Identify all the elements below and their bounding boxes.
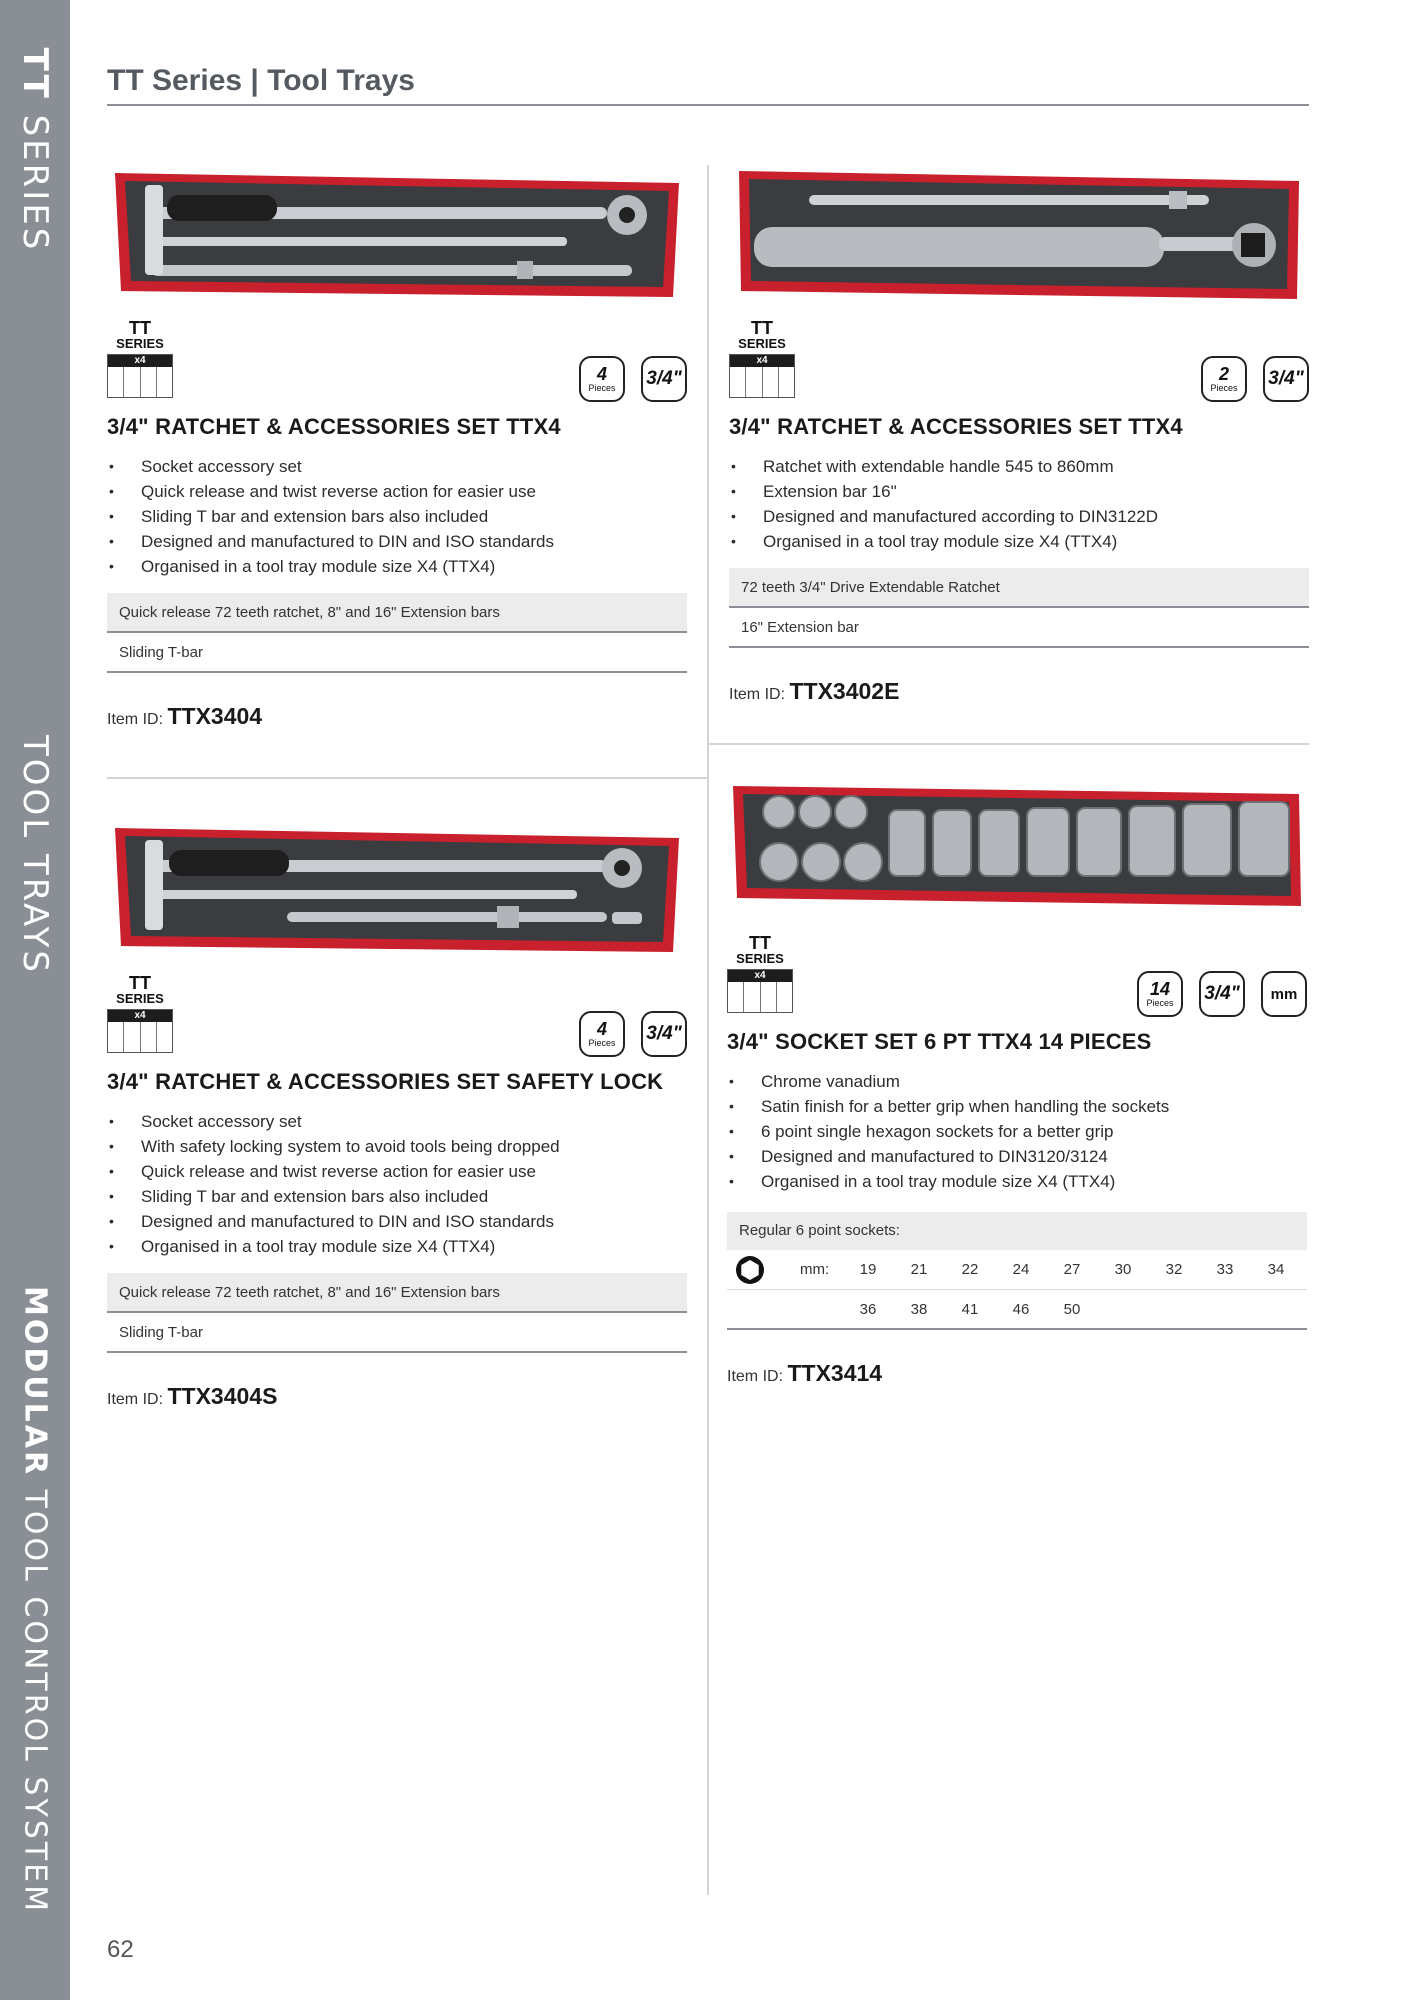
product-card [727,780,1307,1387]
item-id-label: Item ID: [107,1391,164,1408]
feature-item: • Designed and manufactured to DIN and ISO standards [107,1209,687,1234]
sidebar-label-tt-series: TT SERIES [15,47,55,253]
tool-tray-image [727,780,1307,910]
product-card [107,820,687,1410]
spec-row: Sliding T-bar [107,1313,687,1353]
item-id-code: TTX3402E [789,678,900,704]
series-logo-word: SERIES [736,951,784,966]
feature-item: • Satin finish for a better grip when handling the sockets [727,1094,1307,1119]
badge-row [107,974,687,1069]
drive-size-icon [1263,356,1309,402]
spec-row: Quick release 72 teeth ratchet, 8" and 16" Extension bars [107,593,687,633]
spec-icons [579,1011,687,1057]
spec-table [729,568,1309,648]
page-title: TT Series | Tool Trays [107,64,415,97]
feature-item: • Socket accessory set [107,454,687,479]
feature-item: • 6 point single hexagon sockets for a better grip [727,1119,1307,1144]
product-card [107,165,687,730]
socket-size: 21 [910,1261,928,1278]
spec-table [107,593,687,673]
series-logo-tt: TT [129,973,151,993]
product-title: 3/4" RATCHET & ACCESSORIES SET TTX4 [729,414,1183,439]
drive-size-label: 3/4" [646,1023,682,1044]
drive-size-icon [641,356,687,402]
drive-size-icon [1199,971,1245,1017]
pieces-word: Pieces [588,1038,616,1048]
pieces-word: Pieces [588,383,616,393]
feature-item: • Organised in a tool tray module size X4 (TTX4) [729,529,1309,554]
socket-size-row [727,1250,1307,1290]
series-logo-tt: TT [751,318,773,338]
feature-item: • Organised in a tool tray module size X4 (TTX4) [107,1234,687,1259]
feature-item: • Sliding T bar and extension bars also included [107,1184,687,1209]
module-size-icon [727,969,793,1013]
metric-mm-icon [1261,971,1307,1017]
feature-item: • Organised in a tool tray module size X4 (TTX4) [107,554,687,579]
item-id-label: Item ID: [729,686,786,703]
module-size-label: x4 [728,970,792,982]
row-divider-left [107,777,707,779]
pieces-icon [579,356,625,402]
row-divider-right [709,743,1309,745]
feature-item: • Chrome vanadium [727,1069,1307,1094]
pieces-count: 4 [596,1019,607,1039]
pieces-word: Pieces [1146,998,1174,1008]
socket-size-row [727,1290,1307,1330]
socket-size: 50 [1063,1301,1081,1318]
spec-row: 16" Extension bar [729,608,1309,648]
feature-item: • Designed and manufactured according to DIN3122D [729,504,1309,529]
badge-row [107,319,687,414]
module-size-icon [107,1009,173,1053]
socket-size: 19 [859,1261,877,1278]
spec-row: Sliding T-bar [107,633,687,673]
socket-size: 30 [1114,1261,1132,1278]
pieces-icon [1201,356,1247,402]
drive-size-label: 3/4" [1268,368,1304,389]
socket-size: 22 [961,1261,979,1278]
pieces-count: 2 [1218,364,1229,384]
drive-size-label: 3/4" [1204,983,1240,1004]
socket-size: 36 [859,1301,877,1318]
socket-size: 34 [1267,1261,1285,1278]
socket-size: 46 [1012,1301,1030,1318]
pieces-word: Pieces [1210,383,1238,393]
tool-tray-image [107,165,687,315]
tt-series-logo [729,319,795,398]
feature-list [107,454,687,579]
feature-list [727,1069,1307,1194]
feature-list [107,1109,687,1259]
feature-item: • Sliding T bar and extension bars also included [107,504,687,529]
feature-item: • Quick release and twist reverse action for easier use [107,479,687,504]
item-id-label: Item ID: [107,711,164,728]
tt-series-logo [107,319,173,398]
item-id-code: TTX3404S [167,1383,278,1409]
feature-item: • Designed and manufactured to DIN and ISO standards [107,529,687,554]
tool-tray-image [729,165,1309,315]
spec-row: 72 teeth 3/4" Drive Extendable Ratchet [729,568,1309,608]
drive-size-label: 3/4" [646,368,682,389]
series-logo-word: SERIES [116,336,164,351]
page-number: 62 [107,1936,134,1963]
socket-size: 32 [1165,1261,1183,1278]
socket-size: 27 [1063,1261,1081,1278]
sidebar [0,0,70,2000]
socket-size: 41 [961,1301,979,1318]
size-unit-label: mm: [800,1261,830,1278]
socket-size-header: Regular 6 point sockets: [727,1212,1307,1250]
spec-table [107,1273,687,1353]
feature-item: • Designed and manufactured to DIN3120/3124 [727,1144,1307,1169]
series-logo-word: SERIES [738,336,786,351]
hexagon-socket-icon [735,1255,765,1285]
tt-series-logo [727,934,793,1013]
series-logo-word: SERIES [116,991,164,1006]
tool-tray-image [107,820,687,970]
tt-series-logo [107,974,173,1053]
socket-size: 24 [1012,1261,1030,1278]
module-size-label: x4 [730,355,794,367]
pieces-count: 4 [596,364,607,384]
item-id-label: Item ID: [727,1368,784,1385]
item-id [727,1360,1307,1387]
socket-size: 38 [910,1301,928,1318]
socket-size-table [727,1212,1307,1330]
feature-item: • With safety locking system to avoid tools being dropped [107,1134,687,1159]
column-divider [707,165,709,1895]
module-size-icon [729,354,795,398]
series-logo-tt: TT [749,933,771,953]
product-card [729,165,1309,705]
pieces-icon [1137,971,1183,1017]
feature-item: • Extension bar 16" [729,479,1309,504]
sidebar-label-tool-trays: TOOL TRAYS [15,734,55,976]
feature-item: • Socket accessory set [107,1109,687,1134]
item-id-code: TTX3414 [787,1360,883,1386]
feature-item: • Organised in a tool tray module size X4 (TTX4) [727,1169,1307,1194]
feature-list [729,454,1309,554]
product-title: 3/4" SOCKET SET 6 PT TTX4 14 PIECES [727,1029,1152,1054]
item-id [729,678,1309,705]
spec-icons [1137,971,1307,1017]
item-id-code: TTX3404 [167,703,263,729]
spec-icons [1201,356,1309,402]
item-id [107,1383,687,1410]
series-logo-tt: TT [129,318,151,338]
badge-row [729,319,1309,414]
badge-row [727,934,1307,1029]
pieces-count: 14 [1149,979,1171,999]
item-id [107,703,687,730]
spec-icons [579,356,687,402]
pieces-icon [579,1011,625,1057]
sidebar-label-modular: MODULAR TOOL CONTROL SYSTEM [17,1285,53,1915]
socket-size: 33 [1216,1261,1234,1278]
module-size-label: x4 [108,1010,172,1022]
module-size-icon [107,354,173,398]
title-rule [107,104,1309,106]
product-title: 3/4" RATCHET & ACCESSORIES SET TTX4 [107,414,561,439]
feature-item: • Ratchet with extendable handle 545 to 860mm [729,454,1309,479]
module-size-label: x4 [108,355,172,367]
spec-row: Quick release 72 teeth ratchet, 8" and 16" Extension bars [107,1273,687,1313]
product-title: 3/4" RATCHET & ACCESSORIES SET SAFETY LOCK [107,1069,664,1094]
metric-mm-label: mm [1270,985,1298,1003]
feature-item: • Quick release and twist reverse action for easier use [107,1159,687,1184]
drive-size-icon [641,1011,687,1057]
